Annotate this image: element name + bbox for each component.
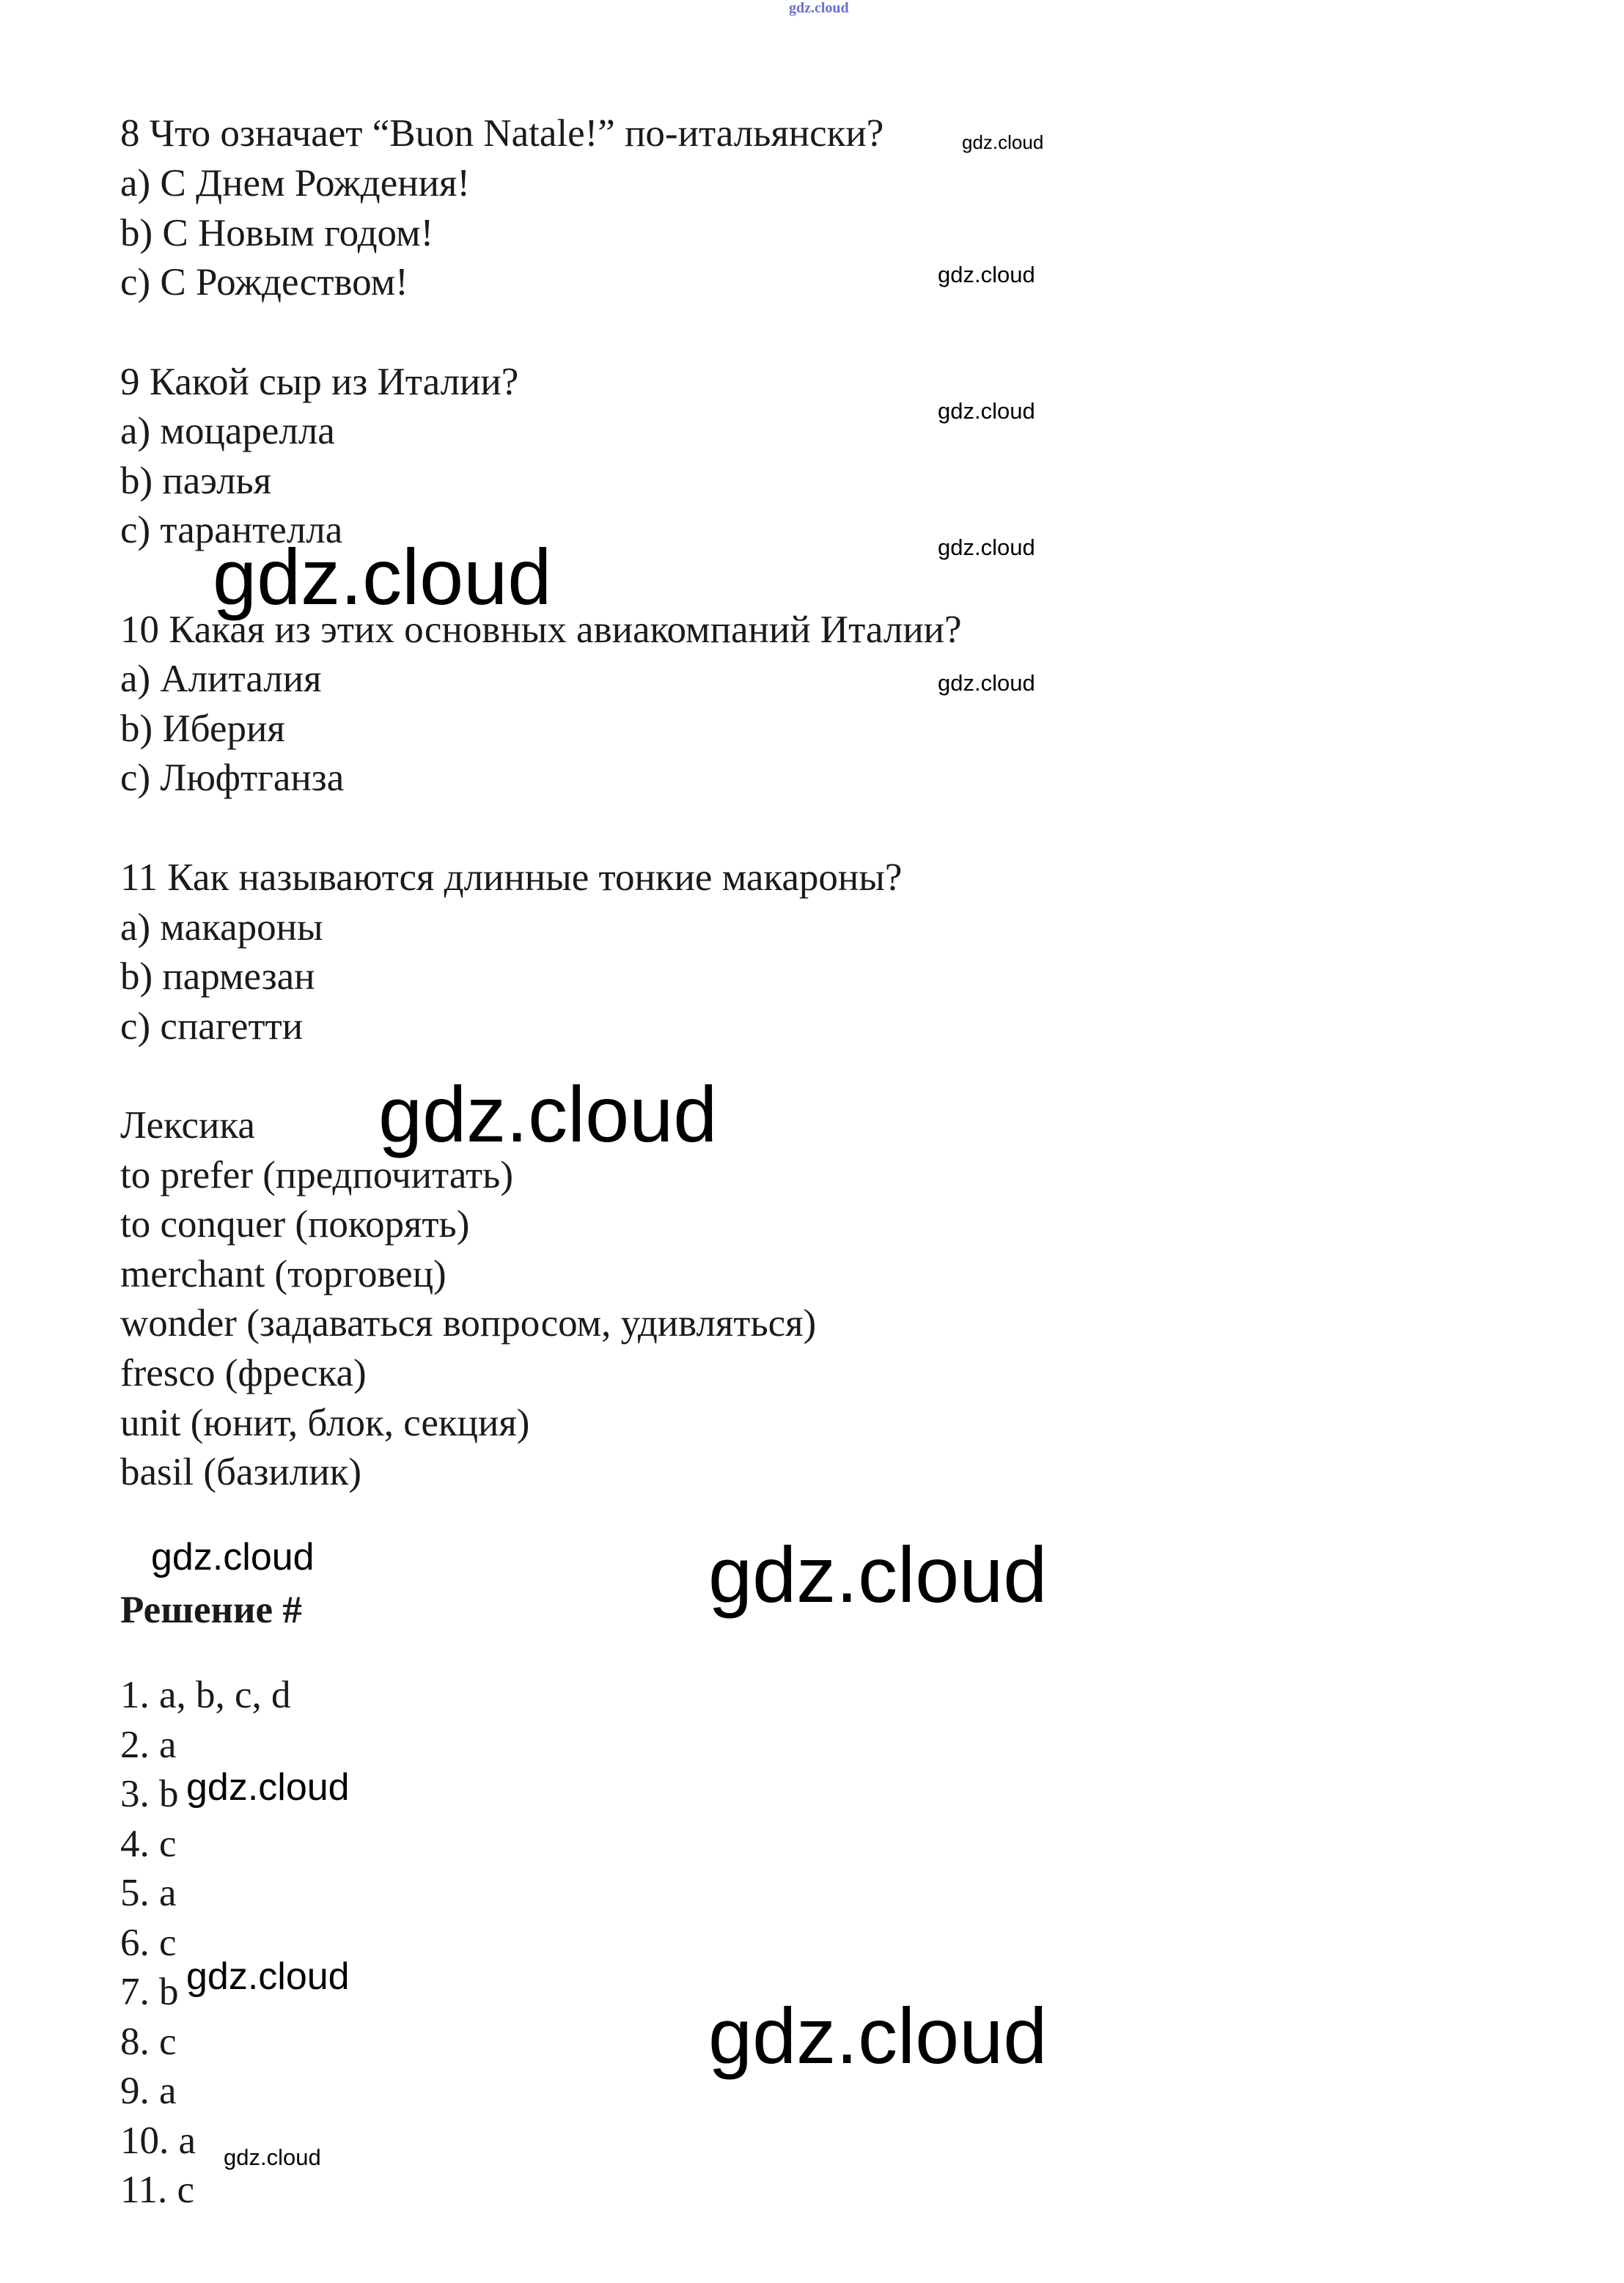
vocab-item: wonder (задаваться вопросом, удивляться) [120, 1302, 817, 1345]
question-9-text: 9 Какой сыр из Италии? [120, 361, 519, 403]
watermark: gdz.cloud [378, 1070, 718, 1158]
question-8-option-b: b) С Новым годом! [120, 212, 434, 254]
question-10-option-a: a) Алиталия [120, 658, 322, 700]
question-11-option-a: a) макароны [120, 906, 323, 949]
question-10-option-b: b) Иберия [120, 707, 285, 750]
watermark: gdz.cloud [938, 534, 1035, 560]
watermark: gdz.cloud [186, 1955, 350, 1998]
watermark: gdz.cloud [213, 532, 552, 621]
watermark: gdz.cloud [938, 262, 1035, 287]
question-9-option-c: c) тарантелла [120, 509, 343, 551]
question-11-option-c: c) спагетти [120, 1005, 304, 1048]
answer-line: 1. a, b, c, d [120, 1674, 291, 1716]
answer-line: 10. a [120, 2120, 196, 2162]
watermark: gdz.cloud [938, 670, 1035, 696]
question-11-option-b: b) пармезан [120, 955, 315, 998]
watermark: gdz.cloud [962, 131, 1044, 153]
answer-line: 5. a [120, 1872, 177, 1914]
watermark: gdz.cloud [938, 398, 1035, 424]
watermark: gdz.cloud [186, 1766, 350, 1809]
watermark: gdz.cloud [151, 1536, 315, 1578]
question-11-text: 11 Как называются длинные тонкие макароны? [120, 856, 903, 899]
vocab-title: Лексика [120, 1104, 255, 1147]
watermark: gdz.cloud [708, 1530, 1048, 1619]
vocab-item: to conquer (покорять) [120, 1203, 470, 1246]
question-8-option-a: a) С Днем Рождения! [120, 162, 471, 205]
watermark: gdz.cloud [224, 2144, 321, 2170]
answer-line: 7. b [120, 1971, 179, 2013]
answer-line: 11. c [120, 2169, 195, 2211]
question-10-text: 10 Какая из этих основных авиакомпаний Италии? [120, 609, 962, 651]
vocab-item: merchant (торговец) [120, 1253, 447, 1295]
question-9-option-a: a) моцарелла [120, 410, 335, 452]
watermark: gdz.cloud [708, 1991, 1048, 2080]
vocab-item: to prefer (предпочитать) [120, 1154, 513, 1196]
answer-line: 2. a [120, 1724, 177, 1766]
answer-line: 8. c [120, 2021, 177, 2063]
answer-line: 4. c [120, 1823, 177, 1865]
answer-line: 6. c [120, 1922, 177, 1964]
question-8-option-c: c) С Рождеством! [120, 261, 408, 304]
vocab-item: unit (юнит, блок, секция) [120, 1402, 530, 1444]
answer-line: 9. a [120, 2070, 177, 2112]
vocab-item: fresco (фреска) [120, 1352, 367, 1394]
question-9-option-b: b) паэлья [120, 460, 272, 502]
question-10-option-c: c) Люфтганза [120, 757, 345, 799]
watermark-top: gdz.cloud [789, 0, 849, 16]
solution-title: Решение # [120, 1589, 302, 1631]
vocab-item: basil (базилик) [120, 1451, 361, 1493]
question-8-text: 8 Что означает “Buon Natale!” по-итальянски? [120, 112, 884, 155]
answer-line: 3. b [120, 1773, 179, 1815]
